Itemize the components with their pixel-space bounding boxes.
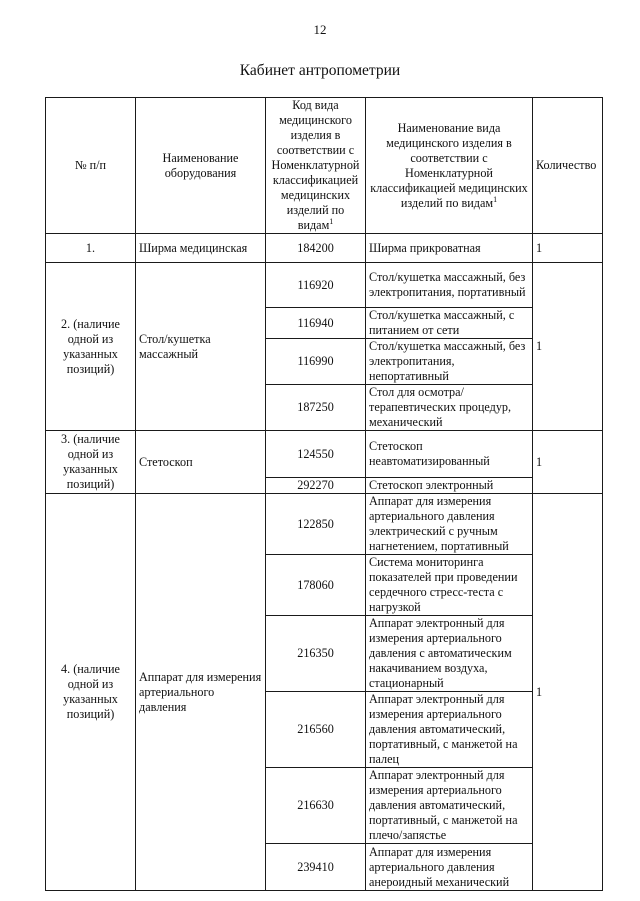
quantity-cell: 1 (533, 234, 603, 263)
table-row (46, 234, 603, 263)
equipment-name-cell: Стетоскоп (136, 431, 266, 494)
type-name-cell: Система мониторинга показателей при проведении сердечного стресс-теста с нагрузкой (366, 555, 533, 616)
row-number-cell: 1. (46, 234, 136, 263)
type-name-cell: Аппарат электронный для измерения артериального давления автоматический, портативный, с манжетой на палец (366, 692, 533, 768)
header-type-text: Наименование вида медицинского изделия в соответствии с Номенклатурной классификацией медицинских изделий по видам (370, 120, 528, 210)
code-cell: 184200 (266, 234, 366, 263)
table-header-row (46, 98, 603, 234)
document-title: Кабинет антропометрии (239, 62, 401, 79)
type-name-cell: Ширма прикроватная (366, 234, 533, 263)
type-name-cell: Стол/кушетка массажный, с питанием от сети (366, 308, 533, 339)
row-number-cell: 2. (наличие одной из указанных позиций) (46, 263, 136, 431)
equipment-name-cell: Ширма медицинская (136, 234, 266, 263)
equipment-name-cell: Аппарат для измерения артериального давления (136, 494, 266, 891)
header-num: № п/п (46, 98, 136, 234)
code-cell: 187250 (266, 385, 366, 431)
code-cell: 116940 (266, 308, 366, 339)
row-number-cell: 3. (наличие одной из указанных позиций) (46, 431, 136, 494)
table-row (46, 431, 603, 478)
header-code (266, 98, 366, 234)
table-body (46, 234, 603, 891)
type-name-cell: Аппарат для измерения артериального давления электрический с ручным нагнетением, портативный (366, 494, 533, 555)
page-number: 12 (313, 22, 327, 37)
table-row (46, 494, 603, 555)
quantity-cell: 1 (533, 431, 603, 494)
header-type-footnote: 1 (493, 194, 498, 204)
header-type-name (366, 98, 533, 234)
quantity-cell: 1 (533, 263, 603, 431)
code-cell: 216630 (266, 768, 366, 844)
code-cell: 216350 (266, 616, 366, 692)
type-name-cell: Аппарат электронный для измерения артериального давления автоматический, портативный, с манжетой на плечо/запястье (366, 768, 533, 844)
header-code-text: Код вида медицинского изделия в соответствии с Номенклатурной классификацией медицинских изделий по видам (271, 98, 360, 232)
type-name-cell: Стетоскоп неавтоматизированный (366, 431, 533, 478)
code-cell: 122850 (266, 494, 366, 555)
code-cell: 292270 (266, 478, 366, 494)
type-name-cell: Стетоскоп электронный (366, 478, 533, 494)
code-cell: 124550 (266, 431, 366, 478)
code-cell: 116920 (266, 263, 366, 308)
code-cell: 216560 (266, 692, 366, 768)
header-code-footnote: 1 (329, 216, 334, 226)
type-name-cell: Аппарат для измерения артериального давления анероидный механический (366, 844, 533, 891)
quantity-cell: 1 (533, 494, 603, 891)
equipment-name-cell: Стол/кушетка массажный (136, 263, 266, 431)
header-equipment: Наименование оборудования (136, 98, 266, 234)
type-name-cell: Стол/кушетка массажный, без электропитания, непортативный (366, 339, 533, 385)
code-cell: 116990 (266, 339, 366, 385)
equipment-table (45, 97, 603, 891)
type-name-cell: Стол/кушетка массажный, без электропитания, портативный (366, 263, 533, 308)
header-quantity: Количество (533, 98, 603, 234)
code-cell: 178060 (266, 555, 366, 616)
table-row (46, 263, 603, 308)
type-name-cell: Аппарат электронный для измерения артериального давления с автоматическим накачиванием воздуха, стационарный (366, 616, 533, 692)
row-number-cell: 4. (наличие одной из указанных позиций) (46, 494, 136, 891)
type-name-cell: Стол для осмотра/ терапевтических процедур, механический (366, 385, 533, 431)
code-cell: 239410 (266, 844, 366, 891)
